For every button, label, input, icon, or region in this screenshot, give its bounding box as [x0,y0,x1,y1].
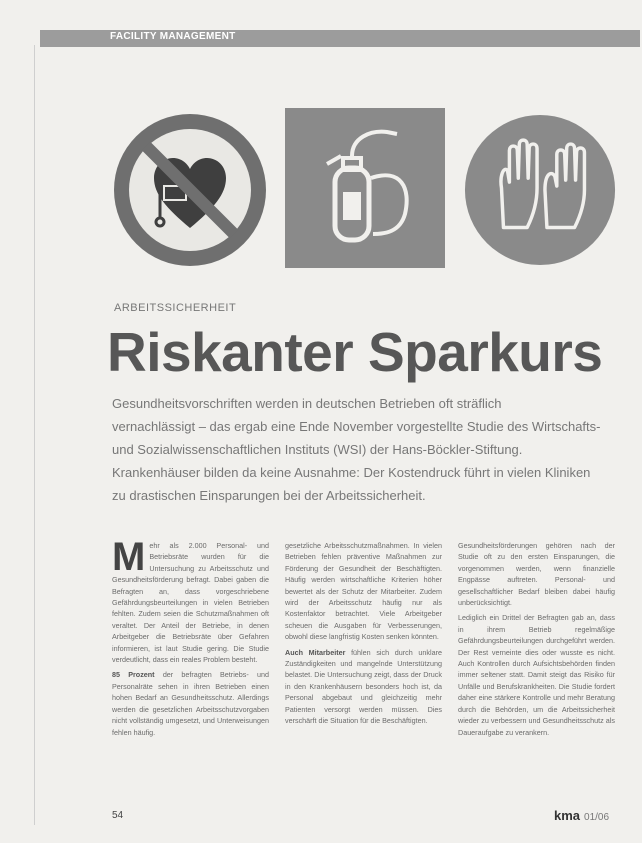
body-paragraph [285,647,442,727]
run-in-heading: Auch Mitarbeiter [285,647,346,657]
body-paragraph: Gesundheitsförderungen gehören nach der Studie oft zu den ersten Einsparungen, die vorgenommen werden, wenn finanzielle Engpässe auftreten. Personal- und gesellschaftlicher Bedarf bleiben dabei häufig unberücksichtigt. [458,541,615,608]
section-label: FACILITY MANAGEMENT [110,31,236,42]
run-in-heading: 85 Prozent [112,670,155,680]
drop-cap: M [112,540,146,579]
body-paragraph: gesetzliche Arbeitsschutzmaßnahmen. In vielen Betrieben fehlen präventive Maßnahmen zur Förderung der Gesundheit der Beschäftigten. Häufig werden wirtschaftliche Kriterien höher bewertet als der Schutz der Mitarbeiter. Zudem wird der Arbeitsschutz häufig nur als Kostenfaktor betrachtet. Viele Arbeitgeber scheuen die Ausgaben für Verbesserungen, obwohl diese langfristig Kosten senken könnten. [285,541,442,642]
article-title: Riskanter Sparkurs [107,321,603,383]
magazine-logo: kma [554,808,581,823]
paragraph-text: ehr als 2.000 Personal- und Betriebsräte wurden für die Untersuchung zu Arbeitsschutz und Gesundheitsförderung befragt. Dabei gaben die Befragten an, dass vorgeschriebene Gefährdungsbeurteilungen in vielen Betrieben fehlten. Zudem seien die Schutzmaßnahmen oft veraltet. Der Anteil der Betriebe, in denen Arbeitgeber die Betriebsräte über Gefahren informieren, ist laut Studie gering. Die Studie verdeutlicht, dass ein reales Problem besteht. [112,541,269,665]
article-body [112,540,618,808]
lead-line: Krankenhäuser bilden da keine Ausnahme: Der Kostendruck führt in vielen Kliniken [112,465,591,480]
body-paragraph [112,540,269,665]
issue-number: 01/06 [584,812,610,823]
body-paragraph: Lediglich ein Drittel der Befragten gab an, dass in ihrem Betrieb regelmäßige Gefährdungsbeurteilungen durchgeführt werden. Der Rest verneinte dies oder wusste es nicht. Auch Kontrollen durch Aufsichtsbehörden finden immer seltener statt. Damit steigt das Risiko für Unfälle und Berufskrankheiten. Die Studie fordert daher eine stärkere Kontrolle und mehr Beratung durch die Behörden, um die Arbeitssicherheit wieder zu verbessern und Gesundheitsschutz als Daueraufgabe zu verankern. [458,613,615,737]
lead-line: vernachlässigt – das ergab eine Ende November vorgestellte Studie des Wirtschafts- [112,419,601,434]
wear-gloves-sign-icon [462,110,620,270]
footer-publication [554,808,609,823]
no-pacemaker-sign-icon [110,110,270,270]
fire-extinguisher-sign-icon [285,108,445,268]
body-column-2 [285,540,442,808]
body-column-3 [458,540,615,808]
paragraph-text: der befragten Betriebs- und Personalräte sehen in ihren Betrieben einen hohen Bedarf an Gesundheitsschutz. Allerdings werden die gesetzlichen Arbeitsschutzvorgaben nicht vollständig umgesetzt, und Unterweisungen fehlen häufig. [112,670,269,737]
body-column-1 [112,540,269,808]
lead-line: Gesundheitsvorschriften werden in deutschen Betrieben oft sträflich [112,396,502,411]
lead-line: zu drastischen Einsparungen bei der Arbeitssicherheit. [112,488,426,503]
article-lead [112,392,612,507]
body-paragraph [112,669,269,737]
page-number: 54 [112,810,124,821]
paragraph-text: fühlen sich durch unklare Zuständigkeiten und mangelnde Unterstützung belastet. Die Untersuchung zeigt, dass der Druck in den Krankenhäusern besonders hoch ist, da Personal abgebaut und gleichzeitig mehr Patienten versorgt werden müssen. Dies verschärft die Situation für die Beschäftigten. [285,647,442,726]
article-kicker: ARBEITSSICHERHEIT [114,302,237,314]
scan-edge-line [34,45,35,825]
lead-line: und Sozialwissenschaftlichen Instituts (WSI) der Hans-Böckler-Stiftung. [112,442,523,457]
section-header-band [40,30,640,47]
